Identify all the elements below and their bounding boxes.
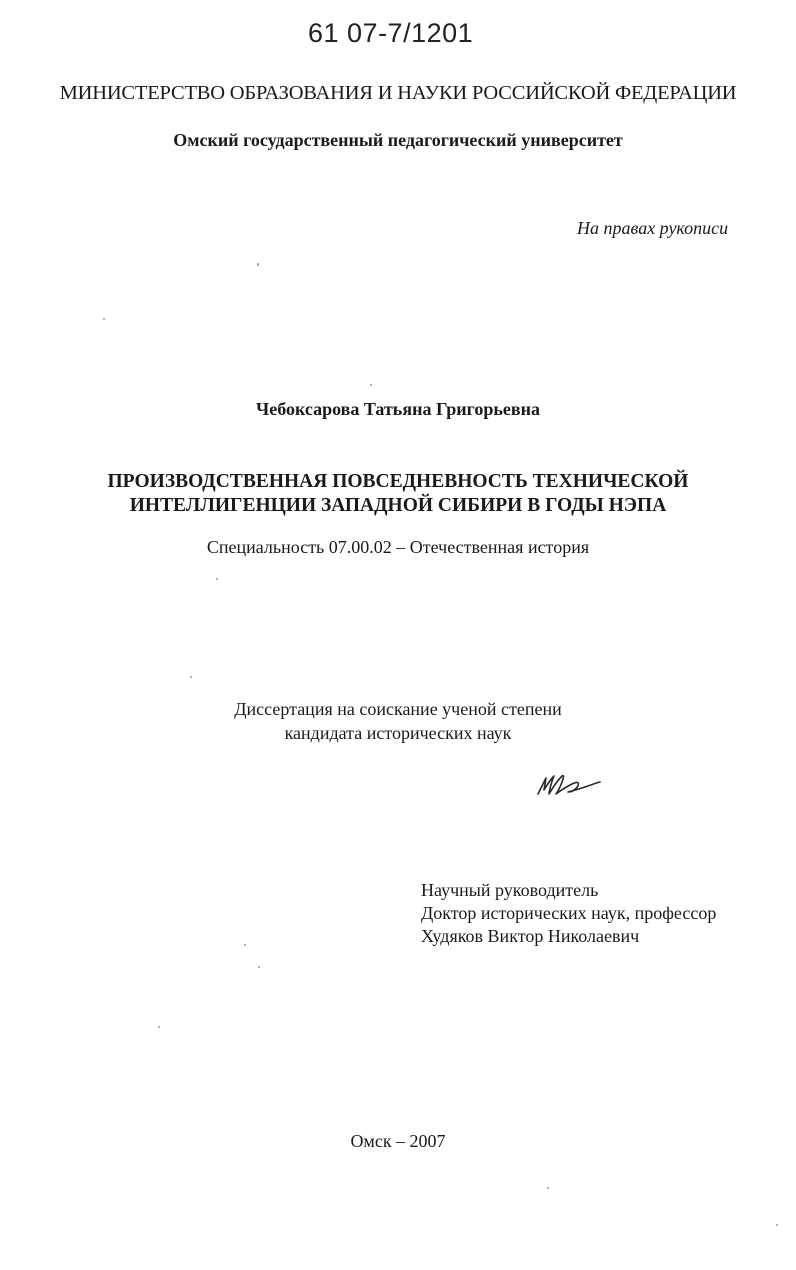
title-line: ПРОИЗВОДСТВЕННАЯ ПОВСЕДНЕВНОСТЬ ТЕХНИЧЕСКОЙ <box>107 471 689 492</box>
scan-speck <box>258 966 260 968</box>
scan-speck <box>547 1187 549 1189</box>
advisor-line: Худяков Виктор Николаевич <box>421 926 640 946</box>
advisor-line: Доктор исторических наук, профессор <box>421 903 717 923</box>
title-line: ИНТЕЛЛИГЕНЦИИ ЗАПАДНОЙ СИБИРИ В ГОДЫ НЭПА <box>129 495 667 516</box>
scan-speck <box>103 318 105 320</box>
manuscript-rights-note: На правах рукописи <box>577 218 729 238</box>
archive-stamp-number: 61 07-7/1201 <box>308 18 474 48</box>
degree-line: кандидата исторических наук <box>284 723 512 743</box>
scan-speck <box>244 944 246 946</box>
scan-speck <box>216 578 218 580</box>
scan-speck <box>370 384 372 386</box>
city-and-year: Омск – 2007 <box>350 1131 446 1151</box>
specialty-line: Специальность 07.00.02 – Отечественная история <box>206 537 590 557</box>
advisor-line: Научный руководитель <box>421 880 599 900</box>
author-name: Чебоксарова Татьяна Григорьевна <box>256 399 540 419</box>
scan-speck <box>158 1026 160 1028</box>
scan-speck <box>190 676 192 678</box>
degree-line: Диссертация на соискание ученой степени <box>234 699 562 719</box>
scan-speck <box>776 1224 778 1226</box>
scan-speck <box>257 263 259 266</box>
degree-statement <box>0 697 796 745</box>
ministry-heading: МИНИСТЕРСТВО ОБРАЗОВАНИЯ И НАУКИ РОССИЙСКОЙ ФЕДЕРАЦИИ <box>59 82 737 104</box>
dissertation-title <box>0 470 796 518</box>
scientific-advisor <box>421 879 716 948</box>
university-name: Омский государственный педагогический университет <box>173 130 623 150</box>
handwritten-signature <box>532 768 604 802</box>
